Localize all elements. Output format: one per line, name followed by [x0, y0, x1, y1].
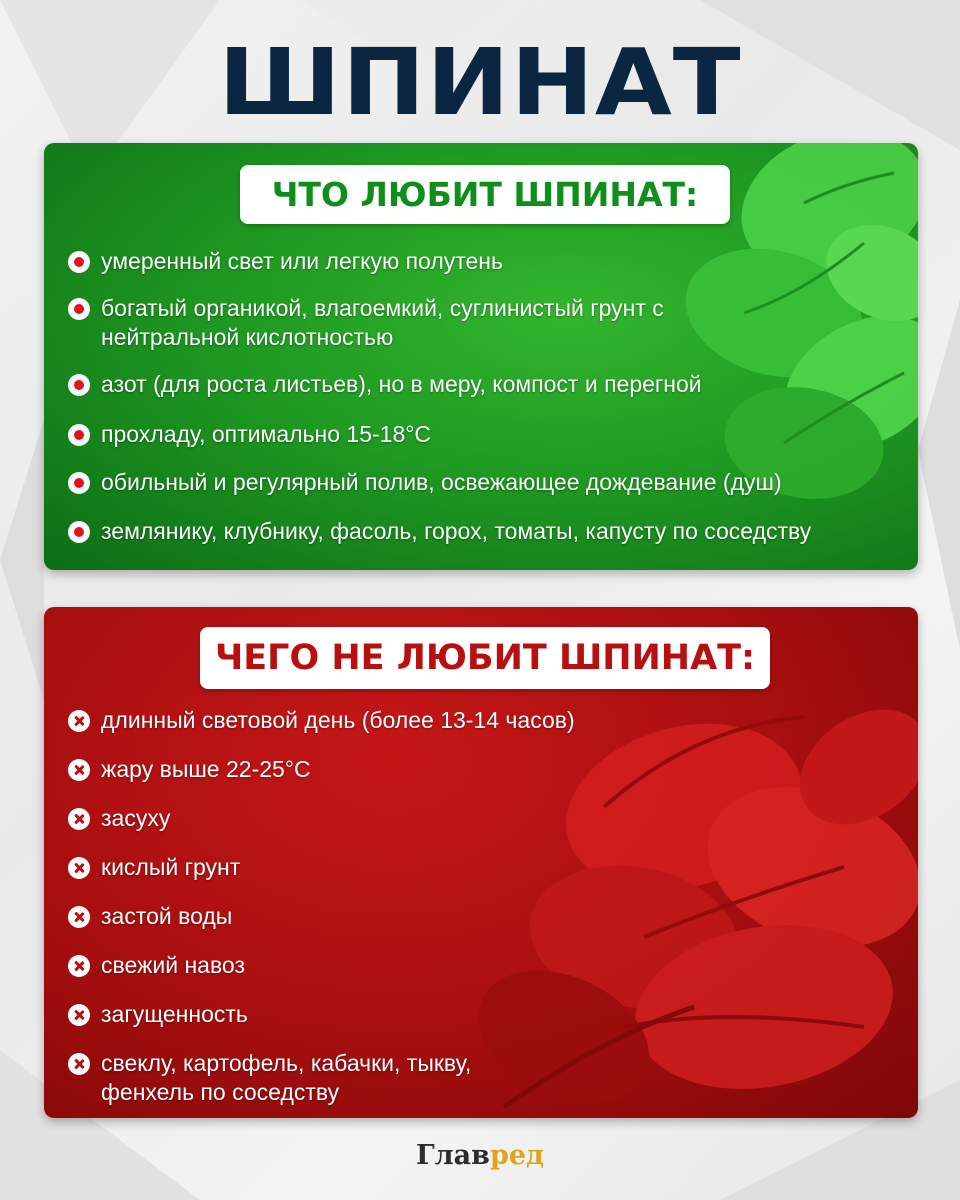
- likes-panel: [44, 143, 918, 570]
- list-item: [68, 755, 908, 784]
- list-item-text: засуху: [101, 805, 171, 831]
- list-item: [68, 1049, 548, 1107]
- cross-icon: [68, 857, 90, 879]
- list-item-text: длинный световой день (более 13-14 часов): [101, 707, 575, 733]
- list-item: [68, 420, 908, 449]
- cross-icon: [68, 906, 90, 928]
- list-item-text: богатый органикой, влагоемкий, суглинистый грунт с нейтральной кислотностью: [101, 295, 664, 350]
- cross-icon: [68, 955, 90, 977]
- list-item: [68, 468, 908, 497]
- list-item: [68, 706, 908, 735]
- list-item-text: свежий навоз: [101, 952, 245, 978]
- list-item-text: застой воды: [101, 903, 233, 929]
- red-dot-icon: [68, 298, 90, 320]
- list-item-text: свеклу, картофель, кабачки, тыкву, фенхель по соседству: [101, 1050, 472, 1105]
- dislikes-panel: [44, 607, 918, 1118]
- dislikes-heading: ЧЕГО НЕ ЛЮБИТ ШПИНАТ:: [200, 627, 770, 689]
- cross-icon: [68, 710, 90, 732]
- red-dot-icon: [68, 374, 90, 396]
- list-item: [68, 1000, 908, 1029]
- list-item: [68, 951, 908, 980]
- list-item: [68, 294, 668, 352]
- page-title: ШПИНАТ: [218, 29, 742, 136]
- brand-logo-part2: ред: [489, 1140, 544, 1171]
- list-item-text: умеренный свет или легкую полутень: [101, 248, 503, 274]
- cross-icon: [68, 1004, 90, 1026]
- red-dot-icon: [68, 521, 90, 543]
- red-dot-icon: [68, 251, 90, 273]
- list-item-text: азот (для роста листьев), но в меру, компост и перегной: [101, 371, 702, 397]
- red-dot-icon: [68, 472, 90, 494]
- list-item: [68, 804, 908, 833]
- list-item-text: кислый грунт: [101, 854, 241, 880]
- list-item-text: прохладу, оптимально 15-18°C: [101, 421, 432, 447]
- cross-icon: [68, 808, 90, 830]
- brand-logo-part1: Глав: [416, 1140, 490, 1171]
- likes-heading: ЧТО ЛЮБИТ ШПИНАТ:: [240, 165, 730, 224]
- list-item-text: обильный и регулярный полив, освежающее дождевание (душ): [101, 469, 782, 495]
- list-item: [68, 853, 908, 882]
- list-item: [68, 902, 908, 931]
- cross-icon: [68, 1053, 90, 1075]
- list-item: [68, 517, 908, 546]
- list-item-text: жару выше 22-25°C: [101, 756, 311, 782]
- list-item-text: землянику, клубнику, фасоль, горох, томаты, капусту по соседству: [101, 518, 812, 544]
- list-item-text: загущенность: [101, 1001, 248, 1027]
- cross-icon: [68, 759, 90, 781]
- list-item: [68, 247, 908, 276]
- red-dot-icon: [68, 424, 90, 446]
- brand-logo: [0, 1136, 960, 1176]
- list-item: [68, 370, 908, 399]
